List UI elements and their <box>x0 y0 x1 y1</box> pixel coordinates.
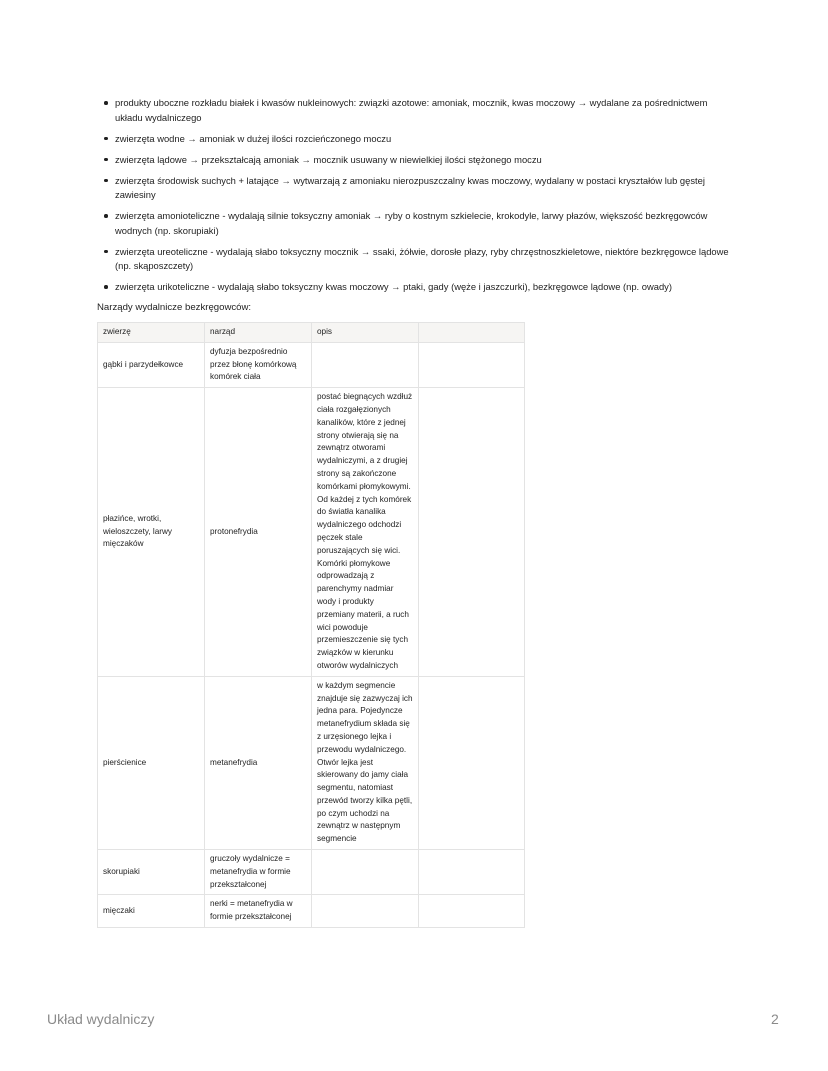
table-header-row <box>98 323 525 343</box>
cell-empty <box>419 388 525 677</box>
cell-animal: skorupiaki <box>98 850 205 895</box>
section-label: Narządy wydalnicze bezkręgowców: <box>97 302 252 313</box>
table-row <box>98 895 525 928</box>
bullet-item: zwierzęta ureoteliczne - wydalają słabo toksyczny mocznik → ssaki, żółwie, dorosłe płazy, ryby chrzęstnoszkieletowe, niektóre bezkręgowce lądowe (np. skąposzczety) <box>97 245 737 274</box>
cell-description <box>312 342 419 387</box>
footer-title: Układ wydalniczy <box>47 1011 155 1027</box>
cell-empty <box>419 342 525 387</box>
cell-description: w każdym segmencie znajduje się zazwyczaj ich jedna para. Pojedyncze metanefrydium składa się z urzęsionego lejka i przewodu wydalniczego. Otwór lejka jest skierowany do jamy ciała segmentu, natomiast przewód tworzy kilka pętli, po czym uchodzi na zewnątrz w następnym segmencie <box>312 676 419 849</box>
cell-description <box>312 850 419 895</box>
cell-organ: protonefrydia <box>205 388 312 677</box>
header-organ: narząd <box>205 323 312 343</box>
cell-empty <box>419 676 525 849</box>
table-row <box>98 342 525 387</box>
page-content <box>97 96 737 928</box>
cell-animal: mięczaki <box>98 895 205 928</box>
bullet-list <box>97 96 737 295</box>
cell-animal: gąbki i parzydełkowce <box>98 342 205 387</box>
bullet-item: zwierzęta środowisk suchych + latające → wytwarzają z amoniaku nierozpuszczalny kwas moczowy, wydalany w postaci kryształów lub gęstej zawiesiny <box>97 174 737 203</box>
cell-organ: dyfuzja bezpośrednio przez błonę komórkową komórek ciała <box>205 342 312 387</box>
bullet-item: zwierzęta urikoteliczne - wydalają słabo toksyczny kwas moczowy → ptaki, gady (węże i jaszczurki), bezkręgowce lądowe (np. owady) <box>97 280 737 295</box>
bullet-item: zwierzęta amonioteliczne - wydalają silnie toksyczny amoniak → ryby o kostnym szkielecie, krokodyle, larwy płazów, większość bezkręgowców wodnych (np. skorupiaki) <box>97 209 737 238</box>
header-animal: zwierzę <box>98 323 205 343</box>
bullet-item: zwierzęta lądowe → przekształcają amoniak → mocznik usuwany w niewielkiej ilości stężonego moczu <box>97 153 737 168</box>
header-empty <box>419 323 525 343</box>
cell-organ: nerki = metanefrydia w formie przekształconej <box>205 895 312 928</box>
table-row <box>98 388 525 677</box>
bullet-item: produkty uboczne rozkładu białek i kwasów nukleinowych: związki azotowe: amoniak, mocznik, kwas moczowy → wydalane za pośrednictwem układu wydalniczego <box>97 96 737 125</box>
cell-organ: metanefrydia <box>205 676 312 849</box>
cell-description: postać biegnących wzdłuż ciała rozgałęzionych kanalików, które z jednej strony otwierają się na zewnątrz otworami wydalniczymi, a z drugiej strony są zakończone komórkami płomykowymi. Od każdej z tych komórek do światła kanalika wydalniczego odchodzi pęczek stale poruszających się wici. Komórki płomykowe odprowadzają z parenchymy nadmiar wody i produkty przemiany materii, a ruch wici powoduje przemieszczenie się tych związków w kierunku otworów wydalniczych <box>312 388 419 677</box>
cell-animal: płazińce, wrotki, wieloszczety, larwy mięczaków <box>98 388 205 677</box>
cell-organ: gruczoły wydalnicze = metanefrydia w formie przekształconej <box>205 850 312 895</box>
cell-empty <box>419 850 525 895</box>
bullet-item: zwierzęta wodne → amoniak w dużej ilości rozcieńczonego moczu <box>97 132 737 147</box>
cell-description <box>312 895 419 928</box>
page-number: 2 <box>771 1011 779 1027</box>
header-description: opis <box>312 323 419 343</box>
table-row <box>98 676 525 849</box>
table-row <box>98 850 525 895</box>
cell-empty <box>419 895 525 928</box>
excretory-organs-table <box>97 322 525 928</box>
cell-animal: pierścienice <box>98 676 205 849</box>
